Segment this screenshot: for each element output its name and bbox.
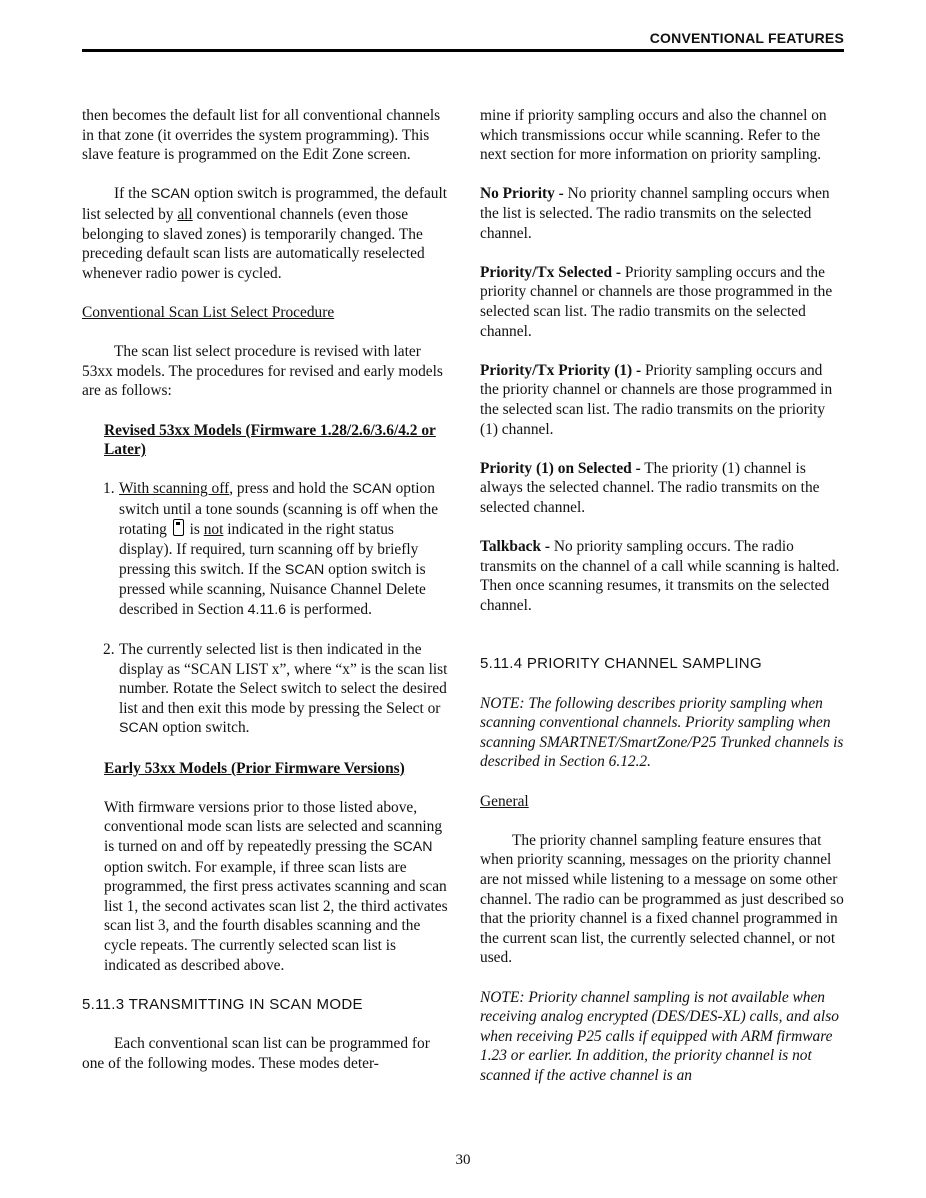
note: NOTE: The following describes priority sampling when scanning conventional channels. Priority sampling when scanning SMARTNET/SmartZone/P25 Trunked channels is described in Section 6.12.2.: [480, 694, 844, 771]
scan-switch-label: SCAN: [150, 186, 191, 203]
paragraph: The priority channel sampling feature ensures that when priority scanning, messages on the priority channel are not missed while listening to a message on some other channel. The radio can be programmed as just described so that the priority channel is a fixed channel programmed in the current scan list, the currently selected channel, or not used.: [480, 831, 844, 967]
scan-status-icon: [173, 519, 184, 536]
left-column: [82, 106, 450, 1093]
mode-definition: Priority/Tx Priority (1) - Priority sampling occurs and the priority channel or channels are those programmed in the selected scan list. The radio transmits on the priority (1) channel.: [480, 361, 833, 438]
paragraph: If the SCAN option switch is programmed, the default list selected by all conventional channels (even those belonging to slaved zones) is temporarily changed. The preceding default scan lists are automatically reselected whenever radio power is cycled.: [82, 185, 448, 282]
scan-switch-label: SCAN: [352, 481, 392, 498]
paragraph: mine if priority sampling occurs and also the channel on which transmissions occur while scanning. Refer to the next section for more information on priority sampling.: [480, 107, 827, 164]
scan-switch-label: SCAN: [119, 720, 159, 737]
running-header-title: CONVENTIONAL FEATURES: [649, 30, 844, 46]
paragraph: The scan list select procedure is revised with later 53xx models. The procedures for revised and early models are as follows:: [82, 343, 443, 400]
section-heading: 5.11.4 PRIORITY CHANNEL SAMPLING: [480, 655, 762, 673]
mode-definition: Priority/Tx Selected - Priority sampling occurs and the priority channel or channels are those programmed in the selected scan list. The radio transmits on the selected channel.: [480, 263, 833, 340]
mode-definition: Talkback - No priority sampling occurs. The radio transmits on the channel of a call while scanning is halted. Then once scanning resumes, it transmits on the selected channel.: [480, 538, 840, 614]
paragraph: Each conventional scan list can be programmed for one of the following modes. These modes deter-: [82, 1034, 430, 1072]
procedure-steps: [82, 479, 450, 739]
paragraph: With firmware versions prior to those listed above, conventional mode scan lists are selected and scanning is turned on and off by repeatedly pressing the SCAN option switch. For example, if three scan lists are programmed, the first press activates scanning and scan list 1, the second activates scan list 2, the third activates scan list 3, and the fourth disables scanning and the cycle repeats. The currently selected scan list is indicated as described above.: [104, 798, 448, 974]
page-number: 30: [455, 1152, 471, 1168]
mode-definition: Priority (1) on Selected - The priority (1) channel is always the selected channel. The radio transmits on the selected channel.: [480, 459, 820, 516]
mode-definition: No Priority - No priority channel sampling occurs when the list is selected. The radio transmits on the selected channel.: [480, 185, 830, 242]
section-heading: 5.11.3 TRANSMITTING IN SCAN MODE: [82, 995, 363, 1013]
list-item: 1. With scanning off, press and hold the SCAN option switch until a tone sounds (scanning is off when the rotating is not indicated in the right status display). If required, turn scanning off by briefly pressing this switch. If the SCAN option switch is pressed while scanning, Nuisance Channel Delete described in Section 4.11.6 is performed.: [103, 480, 439, 618]
header-rule: [82, 49, 844, 52]
right-column: [480, 106, 844, 1105]
scan-switch-label: SCAN: [284, 561, 325, 578]
model-heading-revised: Revised 53xx Models (Firmware 1.28/2.6/3.6/4.2 or Later): [104, 421, 436, 459]
scan-switch-label: SCAN: [393, 838, 433, 855]
paragraph: then becomes the default list for all conventional channels in that zone (it overrides the system programming). This slave feature is programmed on the Edit Zone screen.: [82, 107, 441, 164]
subsection-heading: Conventional Scan List Select Procedure: [82, 303, 335, 321]
subsection-heading: General: [480, 792, 529, 810]
note: NOTE: Priority channel sampling is not available when receiving analog encrypted (DES/DES-XL) calls, and also when receiving P25 calls if equipped with ARM firmware 1.23 or earlier. In addition, the priority channel is not scanned if the active channel is an: [480, 988, 839, 1084]
list-item: 2. The currently selected list is then indicated in the display as “SCAN LIST x”, where “x” is the scan list number. Rotate the Select switch to select the desired list and then exit this mode by pressing the Select or SCAN option switch.: [103, 641, 448, 737]
model-heading-early: Early 53xx Models (Prior Firmware Versions): [104, 759, 405, 777]
